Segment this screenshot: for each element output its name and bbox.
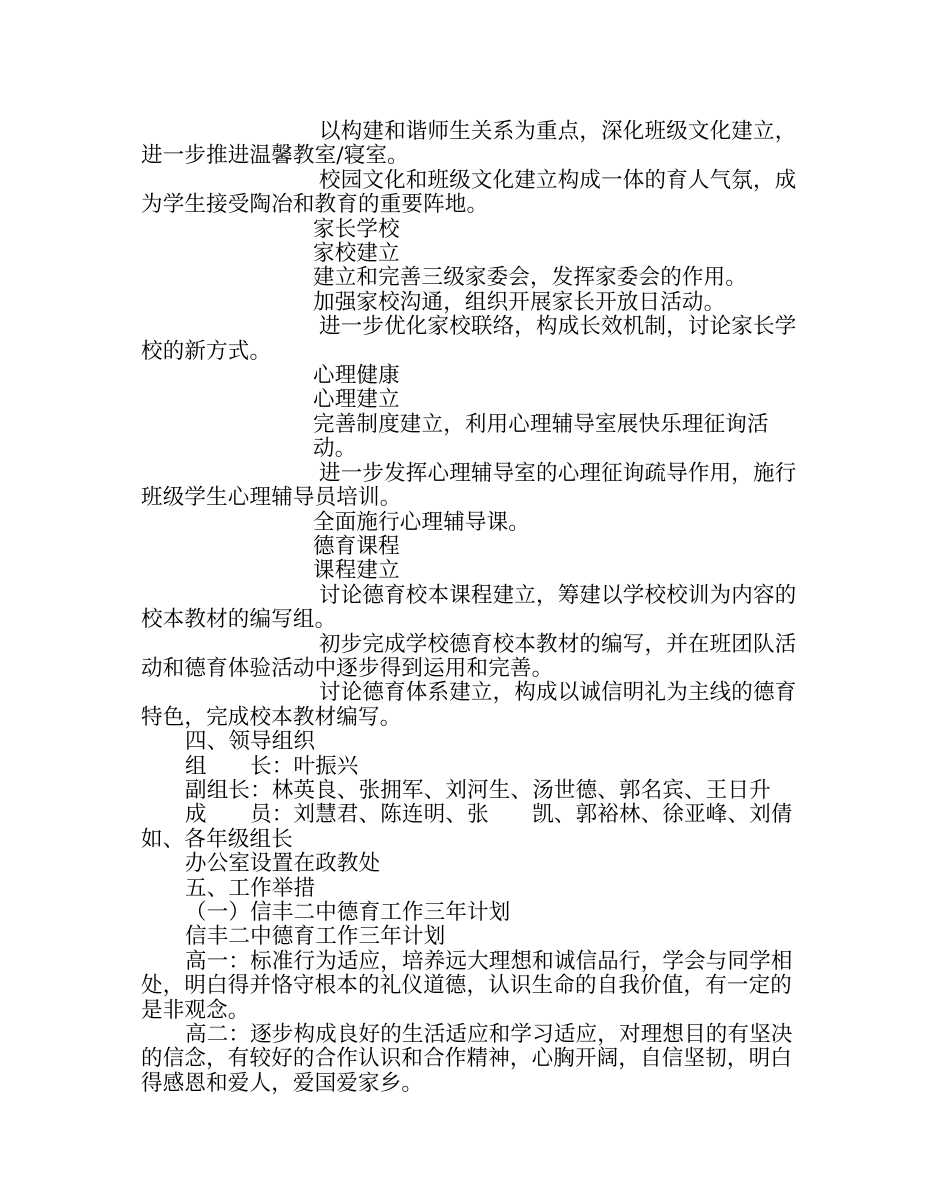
paragraph-moral-system: 讨论德育体系建立，构成以诚信明礼为主线的德育特色，完成校本教材编写。: [141, 680, 797, 730]
plan-title: 信丰二中德育工作三年计划: [185, 924, 446, 950]
paragraph-liaison: 进一步优化家校联络，构成长效机制，讨论家长学校的新方式。: [141, 314, 797, 364]
heading-moral-course: 德育课程: [313, 533, 400, 559]
heading-home-school: 家校建立: [313, 241, 400, 267]
paragraph-counseling-class: 全面施行心理辅导课。: [313, 509, 531, 535]
paragraph-teacher-student: 以构建和谐师生关系为重点，深化班级文化建立，进一步推进温馨教室/寝室。: [141, 119, 797, 169]
paragraph-campus-culture: 校园文化和班级文化建立构成一体的育人气氛，成为学生接受陶冶和教育的重要阵地。: [141, 167, 797, 218]
paragraph-communication: 加强家校沟通，组织开展家长开放日活动。: [313, 289, 726, 315]
deputy-leader-line: 副组长：林英良、张拥军、刘河生、汤世德、郭名宾、王日升: [185, 777, 771, 803]
heading-measures: 五、工作举措: [185, 875, 316, 901]
heading-mental-build: 心理建立: [313, 387, 400, 413]
paragraph-counseling: 进一步发挥心理辅导室的心理征询疏导作用，施行班级学生心理辅导员培训。: [141, 460, 797, 511]
paragraph-system: 完善制度建立，利用心理辅导室展快乐理征询活动。: [313, 411, 769, 462]
paragraph-textbook-group: 讨论德育校本课程建立，筹建以学校校训为内容的校本教材的编写组。: [141, 582, 797, 633]
heading-course-build: 课程建立: [313, 558, 400, 584]
heading-leadership: 四、领导组织: [185, 729, 316, 755]
paragraph-committee: 建立和完善三级家委会，发挥家委会的作用。: [313, 265, 748, 291]
leader-line: 组 长：叶振兴: [185, 753, 359, 779]
paragraph-grade-two: 高二：逐步构成良好的生活适应和学习适应，对理想目的有坚决的信念，有较好的合作认识和合作精神，心胸开阔，自信坚韧，明白得感恩和爱人，爱国爱家乡。: [141, 1022, 793, 1096]
heading-parent-school: 家长学校: [313, 216, 400, 242]
paragraph-grade-one: 高一：标准行为适应，培养远大理想和诚信品行，学会与同学相处，明白得并恪守根本的礼仪道德，认识生命的自我价值，有一定的是非观念。: [141, 948, 793, 1023]
members-line: 成 员：刘慧君、陈连明、张 凯、郭裕林、徐亚峰、刘倩如、各年级组长: [141, 802, 793, 852]
subheading-plan: （一）信丰二中德育工作三年计划: [185, 900, 511, 925]
heading-mental-health: 心理健康: [313, 363, 400, 389]
office-line: 办公室设置在政教处: [185, 851, 381, 877]
document-body: [141, 120, 811, 1096]
paragraph-textbook-complete: 初步完成学校德育校本教材的编写，并在班团队活动和德育体验活动中逐步得到运用和完善。: [141, 631, 797, 681]
